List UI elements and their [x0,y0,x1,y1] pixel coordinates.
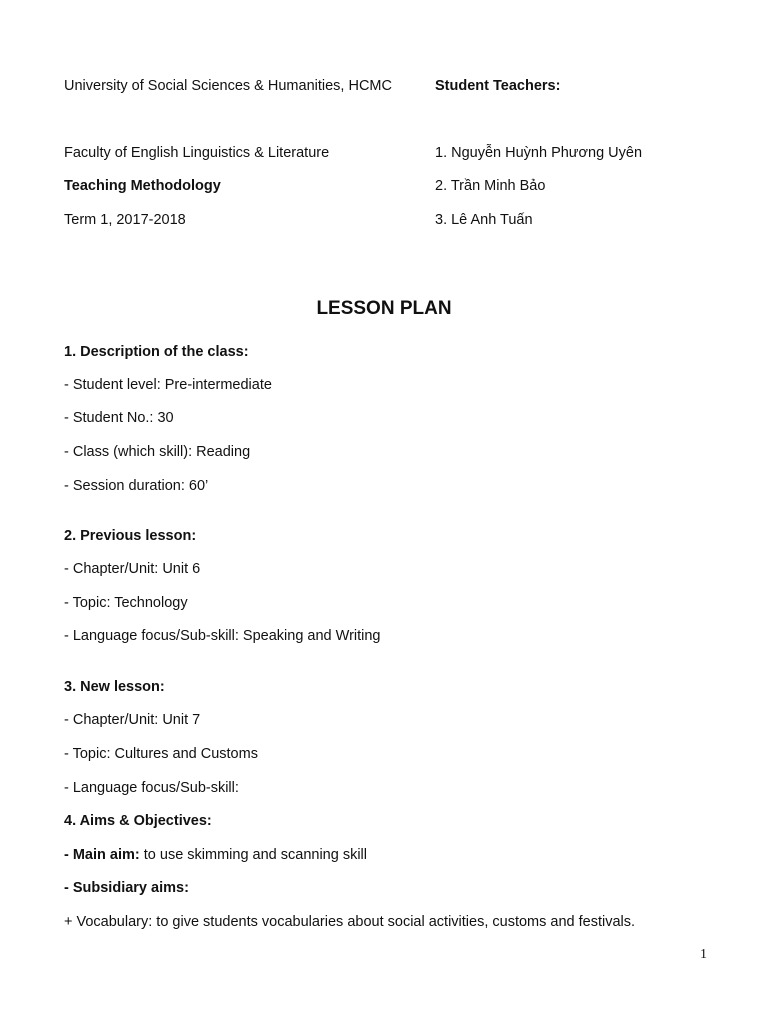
previous-lesson-item: - Topic: Technology [64,595,188,611]
new-lesson-item: - Topic: Cultures and Customs [64,746,258,762]
faculty-name: Faculty of English Linguistics & Literature [64,145,330,161]
course-name: Teaching Methodology [64,178,221,194]
main-aim-line [64,846,367,864]
university-name: University of Social Sciences & Humanities, HCMC [64,78,392,94]
vocabulary-aim: + Vocabulary: to give students vocabularies about social activities, customs and festivals. [64,914,636,930]
subsidiary-aims-label: - Subsidiary aims: [64,880,189,896]
section-heading-description: 1. Description of the class: [64,344,249,360]
description-item: - Class (which skill): Reading [64,444,251,460]
new-lesson-item: - Chapter/Unit: Unit 7 [64,712,201,728]
section-heading-new-lesson: 3. New lesson: [64,679,165,695]
section-heading-aims: 4. Aims & Objectives: [64,813,212,829]
previous-lesson-item: - Language focus/Sub-skill: Speaking and Writing [64,628,381,644]
main-aim-text: to use skimming and scanning skill [139,847,368,863]
description-item: - Session duration: 60’ [64,478,209,494]
term: Term 1, 2017-2018 [64,212,186,228]
student-teacher-1: 1. Nguyễn Huỳnh Phương Uyên [435,145,643,161]
page-number: 1 [700,947,707,962]
description-item: - Student level: Pre-intermediate [64,377,272,393]
previous-lesson-item: - Chapter/Unit: Unit 6 [64,561,201,577]
student-teacher-3: 3. Lê Anh Tuấn [435,212,533,228]
student-teacher-2: 2. Trần Minh Bảo [435,178,546,194]
page-title: LESSON PLAN [316,298,452,319]
student-teachers-label: Student Teachers: [435,78,561,94]
description-item: - Student No.: 30 [64,410,174,426]
new-lesson-item: - Language focus/Sub-skill: [64,780,239,796]
section-heading-previous-lesson: 2. Previous lesson: [64,528,197,544]
main-aim-label: - Main aim: [64,847,140,863]
